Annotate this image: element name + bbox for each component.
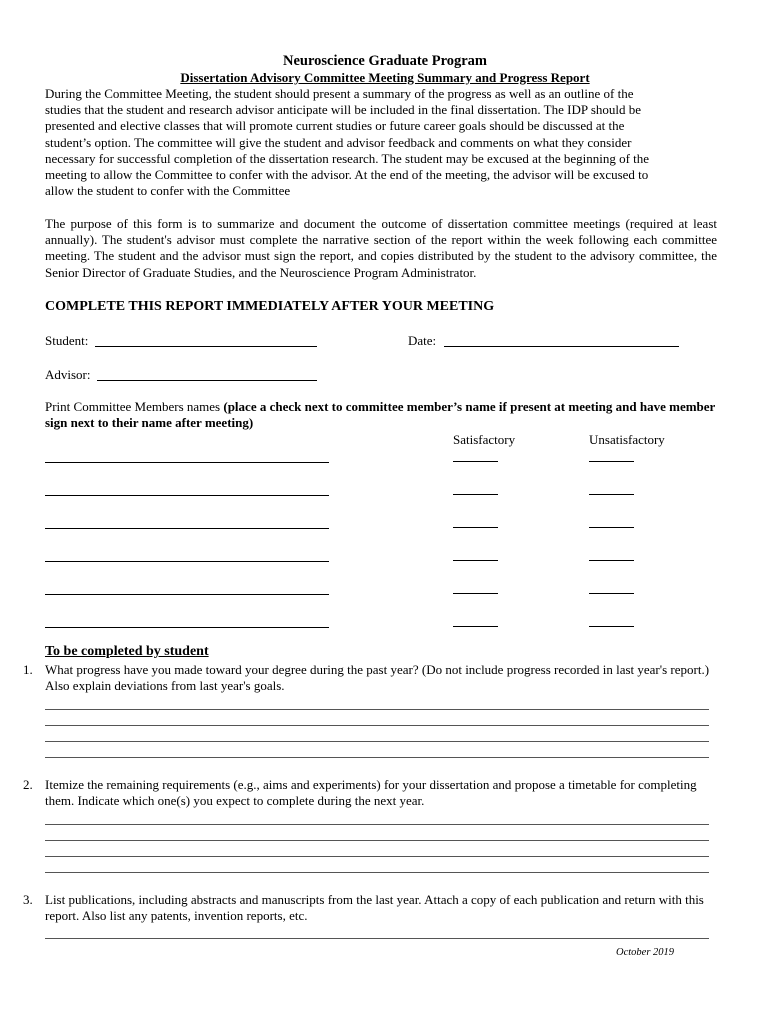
answer-line[interactable] [45,824,709,825]
satisfactory-check-field[interactable] [453,461,498,462]
committee-instructions-bold: (place a check next to committee member’s name if present at meeting and have member sign next to their name after meeting) [45,399,716,431]
answer-line[interactable] [45,741,709,742]
committee-instructions [45,399,725,431]
intro-line: necessary for successful completion of the dissertation research. The student may be excused at the beginning of the [45,150,650,166]
committee-instructions-prefix: Print Committee Members names [45,399,224,414]
advisor-field[interactable] [97,380,317,381]
footer-date: October 2019 [616,947,675,958]
satisfactory-check-field[interactable] [453,626,498,627]
complete-report-heading: COMPLETE THIS REPORT IMMEDIATELY AFTER YOUR MEETING [45,299,495,314]
unsatisfactory-check-field[interactable] [589,527,634,528]
date-field[interactable] [444,346,679,347]
committee-member-name-field[interactable] [45,594,329,595]
student-label: Student: [45,333,89,348]
unsatisfactory-check-field[interactable] [589,593,634,594]
question-text: List publications, including abstracts and manuscripts from the last year. Attach a copy of each publication and return with this report. Also list any patents, invention reports, etc. [45,892,704,924]
satisfactory-check-field[interactable] [453,560,498,561]
answer-line[interactable] [45,872,709,873]
advisor-label: Advisor: [45,367,91,382]
committee-member-name-field[interactable] [45,462,329,463]
date-label: Date: [408,333,437,348]
answer-line[interactable] [45,709,709,710]
question-number: 3. [23,892,33,907]
satisfactory-check-field[interactable] [453,494,498,495]
satisfactory-header: Satisfactory [453,432,516,447]
committee-member-name-field[interactable] [45,627,329,628]
page-subtitle: Dissertation Advisory Committee Meeting Summary and Progress Report [180,70,590,85]
unsatisfactory-header: Unsatisfactory [589,432,665,447]
answer-line[interactable] [45,938,709,939]
answer-line[interactable] [45,757,709,758]
unsatisfactory-check-field[interactable] [589,461,634,462]
committee-member-name-field[interactable] [45,561,329,562]
committee-member-name-field[interactable] [45,528,329,529]
intro-line: student’s option. The committee will give the student and advisor feedback and comments on what they consider [45,134,632,150]
unsatisfactory-check-field[interactable] [589,494,634,495]
purpose-paragraph: The purpose of this form is to summarize and document the outcome of dissertation committee meetings (required at least annually). The student's advisor must complete the narrative section of the report within the week following each committee meeting. The student and the advisor must sign the report, and copies distributed by the student to the advisory committee, the Senior Director of Graduate Studies, and the Neuroscience Program Administrator. [45,216,717,280]
answer-line[interactable] [45,725,709,726]
committee-member-name-field[interactable] [45,495,329,496]
student-field[interactable] [95,346,317,347]
intro-line: studies that the student and research advisor anticipate will be included in the final dissertation. The IDP should be [45,102,642,118]
intro-line: presented and elective classes that will promote current studies or future career goals should be discussed at the [45,118,625,134]
unsatisfactory-check-field[interactable] [589,626,634,627]
question-text: What progress have you made toward your degree during the past year? (Do not include progress recorded in last year's report.) Also explain deviations from last year's goals. [45,662,710,694]
answer-line[interactable] [45,840,709,841]
intro-paragraph [45,86,717,199]
satisfactory-check-field[interactable] [453,593,498,594]
question-number: 2. [23,777,33,792]
unsatisfactory-check-field[interactable] [589,560,634,561]
page-title: Neuroscience Graduate Program [282,53,488,69]
intro-line: During the Committee Meeting, the student should present a summary of the progress as well as an outline of the [45,86,634,101]
intro-line: meeting to allow the Committee to confer with the advisor. At the end of the meeting, the advisor will be excused to [45,167,649,183]
question-number: 1. [23,662,33,677]
question-text: Itemize the remaining requirements (e.g., aims and experiments) for your dissertation and propose a timetable for completing them. Indicate which one(s) you expect to complete during the next year. [45,777,697,809]
satisfactory-check-field[interactable] [453,527,498,528]
student-section-heading: To be completed by student [45,644,209,659]
intro-line: allow the student to confer with the Committee [45,183,291,199]
answer-line[interactable] [45,856,709,857]
